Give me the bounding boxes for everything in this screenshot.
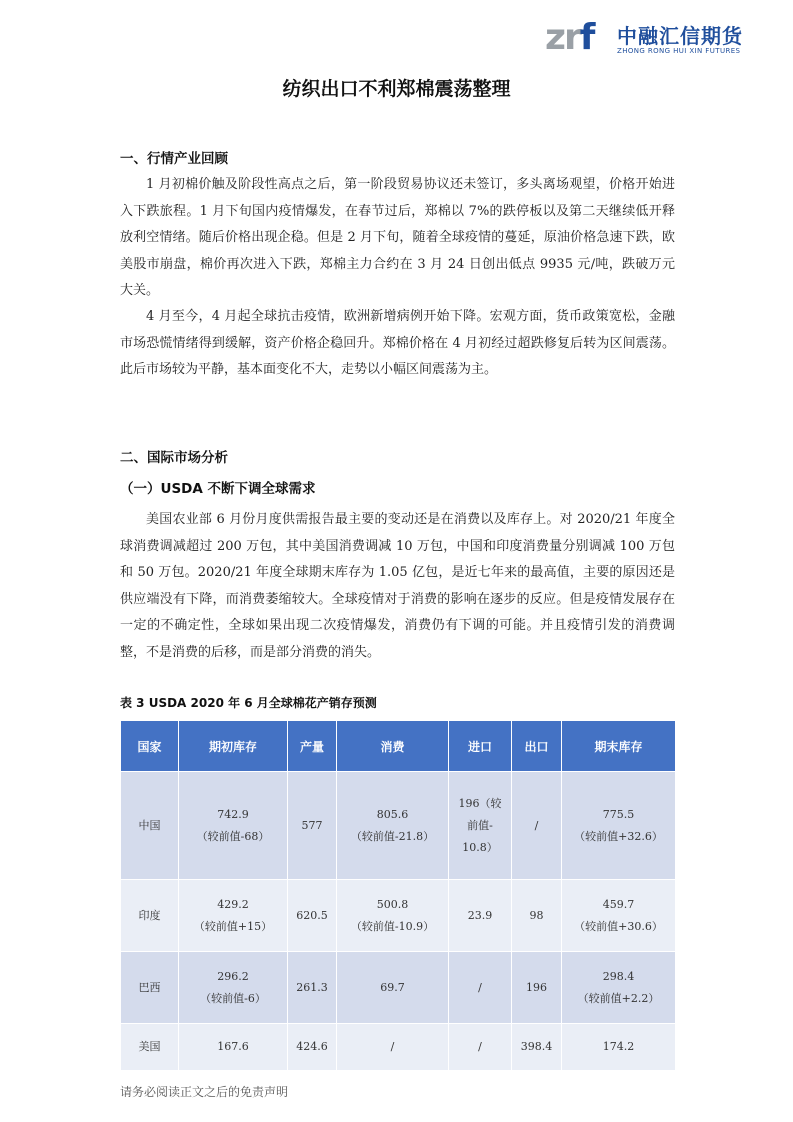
cell-value: 296.2 bbox=[217, 969, 249, 983]
cell-note: （较前值+32.6） bbox=[574, 829, 663, 843]
page-title: 纺织出口不利郑棉震荡整理 bbox=[282, 78, 511, 100]
cell-value: 742.9 bbox=[217, 807, 249, 821]
cell-note: （较前值+2.2） bbox=[577, 991, 660, 1005]
paragraph-review-2: 4 月至今，4 月起全球抗击疫情，欧洲新增病例开始下降。宏观方面，货币政策宽松，金融市场恐慌情绪得到缓解，资产价格企稳回升。郑棉价格在 4 月初经过超跌修复后转为区间震荡。此后市场较为平静，基本面变化不大，走势以小幅区间震荡为主。 bbox=[120, 309, 675, 377]
logo-english-name: ZHONG RONG HUI XIN FUTURES bbox=[617, 47, 741, 55]
cell-note: （较前值-68） bbox=[196, 829, 270, 843]
table-cell bbox=[449, 1024, 512, 1071]
cell-note: 前值- bbox=[467, 818, 493, 832]
cell-note: （较前值-21.8） bbox=[350, 829, 435, 843]
cell-value: 500.8 bbox=[376, 897, 409, 911]
table-cell bbox=[337, 772, 449, 880]
table-header-cell: 期末库存 bbox=[562, 721, 676, 772]
cell-value: 69.7 bbox=[380, 980, 405, 994]
table-cell bbox=[512, 772, 562, 880]
cotton-forecast-table bbox=[120, 720, 676, 1071]
cell-value: / bbox=[390, 1040, 395, 1053]
table-cell bbox=[562, 952, 676, 1024]
cell-value: 23.9 bbox=[467, 908, 493, 922]
table-cell bbox=[121, 1024, 179, 1071]
section-heading-international: 二、国际市场分析 bbox=[120, 450, 228, 466]
table-cell bbox=[337, 880, 449, 952]
cell-note: （较前值+15） bbox=[193, 919, 273, 933]
paragraph-review-1: 1 月初棉价触及阶段性高点之后，第一阶段贸易协议还未签订，多头离场观望，价格开始进入下跌旅程。1 月下旬国内疫情爆发，在春节过后，郑棉以 7%的跌停板以及第二天继续低开释放利空情绪。随后价格出现企稳。但是 2 月下旬，随着全球疫情的蔓延，原油价格急速下跌，欧美股市崩盘，棉价再次进入下跌，郑棉主力合约在 3 月 24 日创出低点 9935 元/吨，跌破万元大关。 bbox=[120, 177, 675, 298]
table-row bbox=[121, 952, 676, 1024]
cell-value: 805.6 bbox=[376, 807, 409, 821]
table-cell bbox=[337, 952, 449, 1024]
cell-value: 巴西 bbox=[138, 980, 161, 994]
table-header-cell: 进口 bbox=[449, 721, 512, 772]
table-cell bbox=[179, 1024, 288, 1071]
cell-value: 429.2 bbox=[217, 897, 249, 911]
paragraph-usda: 美国农业部 6 月份月度供需报告最主要的变动还是在消费以及库存上。对 2020/21 年度全球消费调减超过 200 万包，其中美国消费调减 10 万包，中国和印度消费量分别调减 100 万包和 50 万包。2020/21 年度全球期末库存为 1.05 亿包，是近七年来的最高值，主要的原因还是供应端没有下降，而消费萎缩较大。全球疫情对于消费的影响在逐步的反应。但是疫情发展存在一定的不确定性，全球如果出现二次疫情爆发，消费仍有下调的可能。并且疫情引发的消费调整，不是消费的后移，而是部分消费的消失。 bbox=[120, 512, 675, 660]
table-cell bbox=[562, 880, 676, 952]
table-header-cell: 国家 bbox=[121, 721, 179, 772]
table-cell bbox=[179, 772, 288, 880]
table-cell bbox=[288, 952, 337, 1024]
cell-value: 298.4 bbox=[602, 969, 635, 983]
table-cell bbox=[449, 952, 512, 1024]
cell-value: / bbox=[478, 1040, 482, 1053]
table-header-cell: 期初库存 bbox=[179, 721, 288, 772]
cell-note: 10.8） bbox=[462, 840, 498, 854]
cell-value: 620.5 bbox=[296, 908, 328, 922]
cell-value: 775.5 bbox=[602, 807, 635, 821]
table-cell bbox=[121, 952, 179, 1024]
table-cell bbox=[562, 1024, 676, 1071]
table-cell bbox=[562, 772, 676, 880]
table-header-cell: 出口 bbox=[512, 721, 562, 772]
company-logo bbox=[545, 16, 755, 66]
cell-value: 459.7 bbox=[602, 897, 635, 911]
cell-value: / bbox=[534, 818, 539, 832]
logo-chinese-name: 中融汇信期货 bbox=[617, 24, 743, 48]
subsection-heading-usda: （一）USDA 不断下调全球需求 bbox=[120, 481, 316, 497]
table-cell bbox=[121, 772, 179, 880]
cell-value: 261.3 bbox=[296, 980, 328, 994]
cell-value: 印度 bbox=[138, 908, 161, 922]
table-cell bbox=[512, 952, 562, 1024]
table-header-cell: 产量 bbox=[288, 721, 337, 772]
cell-value: 167.6 bbox=[217, 1040, 249, 1053]
cell-note: （较前值+30.6） bbox=[574, 919, 663, 933]
table-cell bbox=[179, 952, 288, 1024]
table-cell bbox=[179, 880, 288, 952]
disclaimer-footer: 请务必阅读正文之后的免责声明 bbox=[120, 1085, 289, 1099]
table-header-row bbox=[121, 721, 676, 772]
table-header-cell: 消费 bbox=[337, 721, 449, 772]
table-cell bbox=[449, 880, 512, 952]
table-cell bbox=[288, 880, 337, 952]
cell-value: 424.6 bbox=[296, 1040, 328, 1053]
cell-value: 174.2 bbox=[602, 1040, 635, 1053]
table-cell bbox=[337, 1024, 449, 1071]
table-cell bbox=[512, 1024, 562, 1071]
cell-value: 美国 bbox=[138, 1040, 161, 1053]
table-cell bbox=[121, 880, 179, 952]
table-row bbox=[121, 880, 676, 952]
table-cell bbox=[512, 880, 562, 952]
table-cell bbox=[449, 772, 512, 880]
cell-value: 398.4 bbox=[520, 1040, 553, 1053]
table-caption: 表 3 USDA 2020 年 6 月全球棉花产销存预测 bbox=[120, 696, 377, 710]
table-row bbox=[121, 1024, 676, 1071]
cell-note: （较前值-10.9） bbox=[350, 919, 435, 933]
logo-mark: zrf bbox=[545, 17, 594, 58]
table-cell bbox=[288, 1024, 337, 1071]
table-cell bbox=[288, 772, 337, 880]
table-row bbox=[121, 772, 676, 880]
cell-value: / bbox=[478, 980, 482, 994]
cell-value: 196 bbox=[526, 980, 547, 994]
cell-value: 中国 bbox=[138, 818, 161, 832]
cell-note: （较前值-6） bbox=[200, 991, 266, 1005]
cell-value: 98 bbox=[529, 908, 544, 922]
cell-value: 196（较 bbox=[458, 796, 502, 810]
section-heading-review: 一、行情产业回顾 bbox=[120, 151, 228, 167]
cell-value: 577 bbox=[301, 818, 323, 832]
